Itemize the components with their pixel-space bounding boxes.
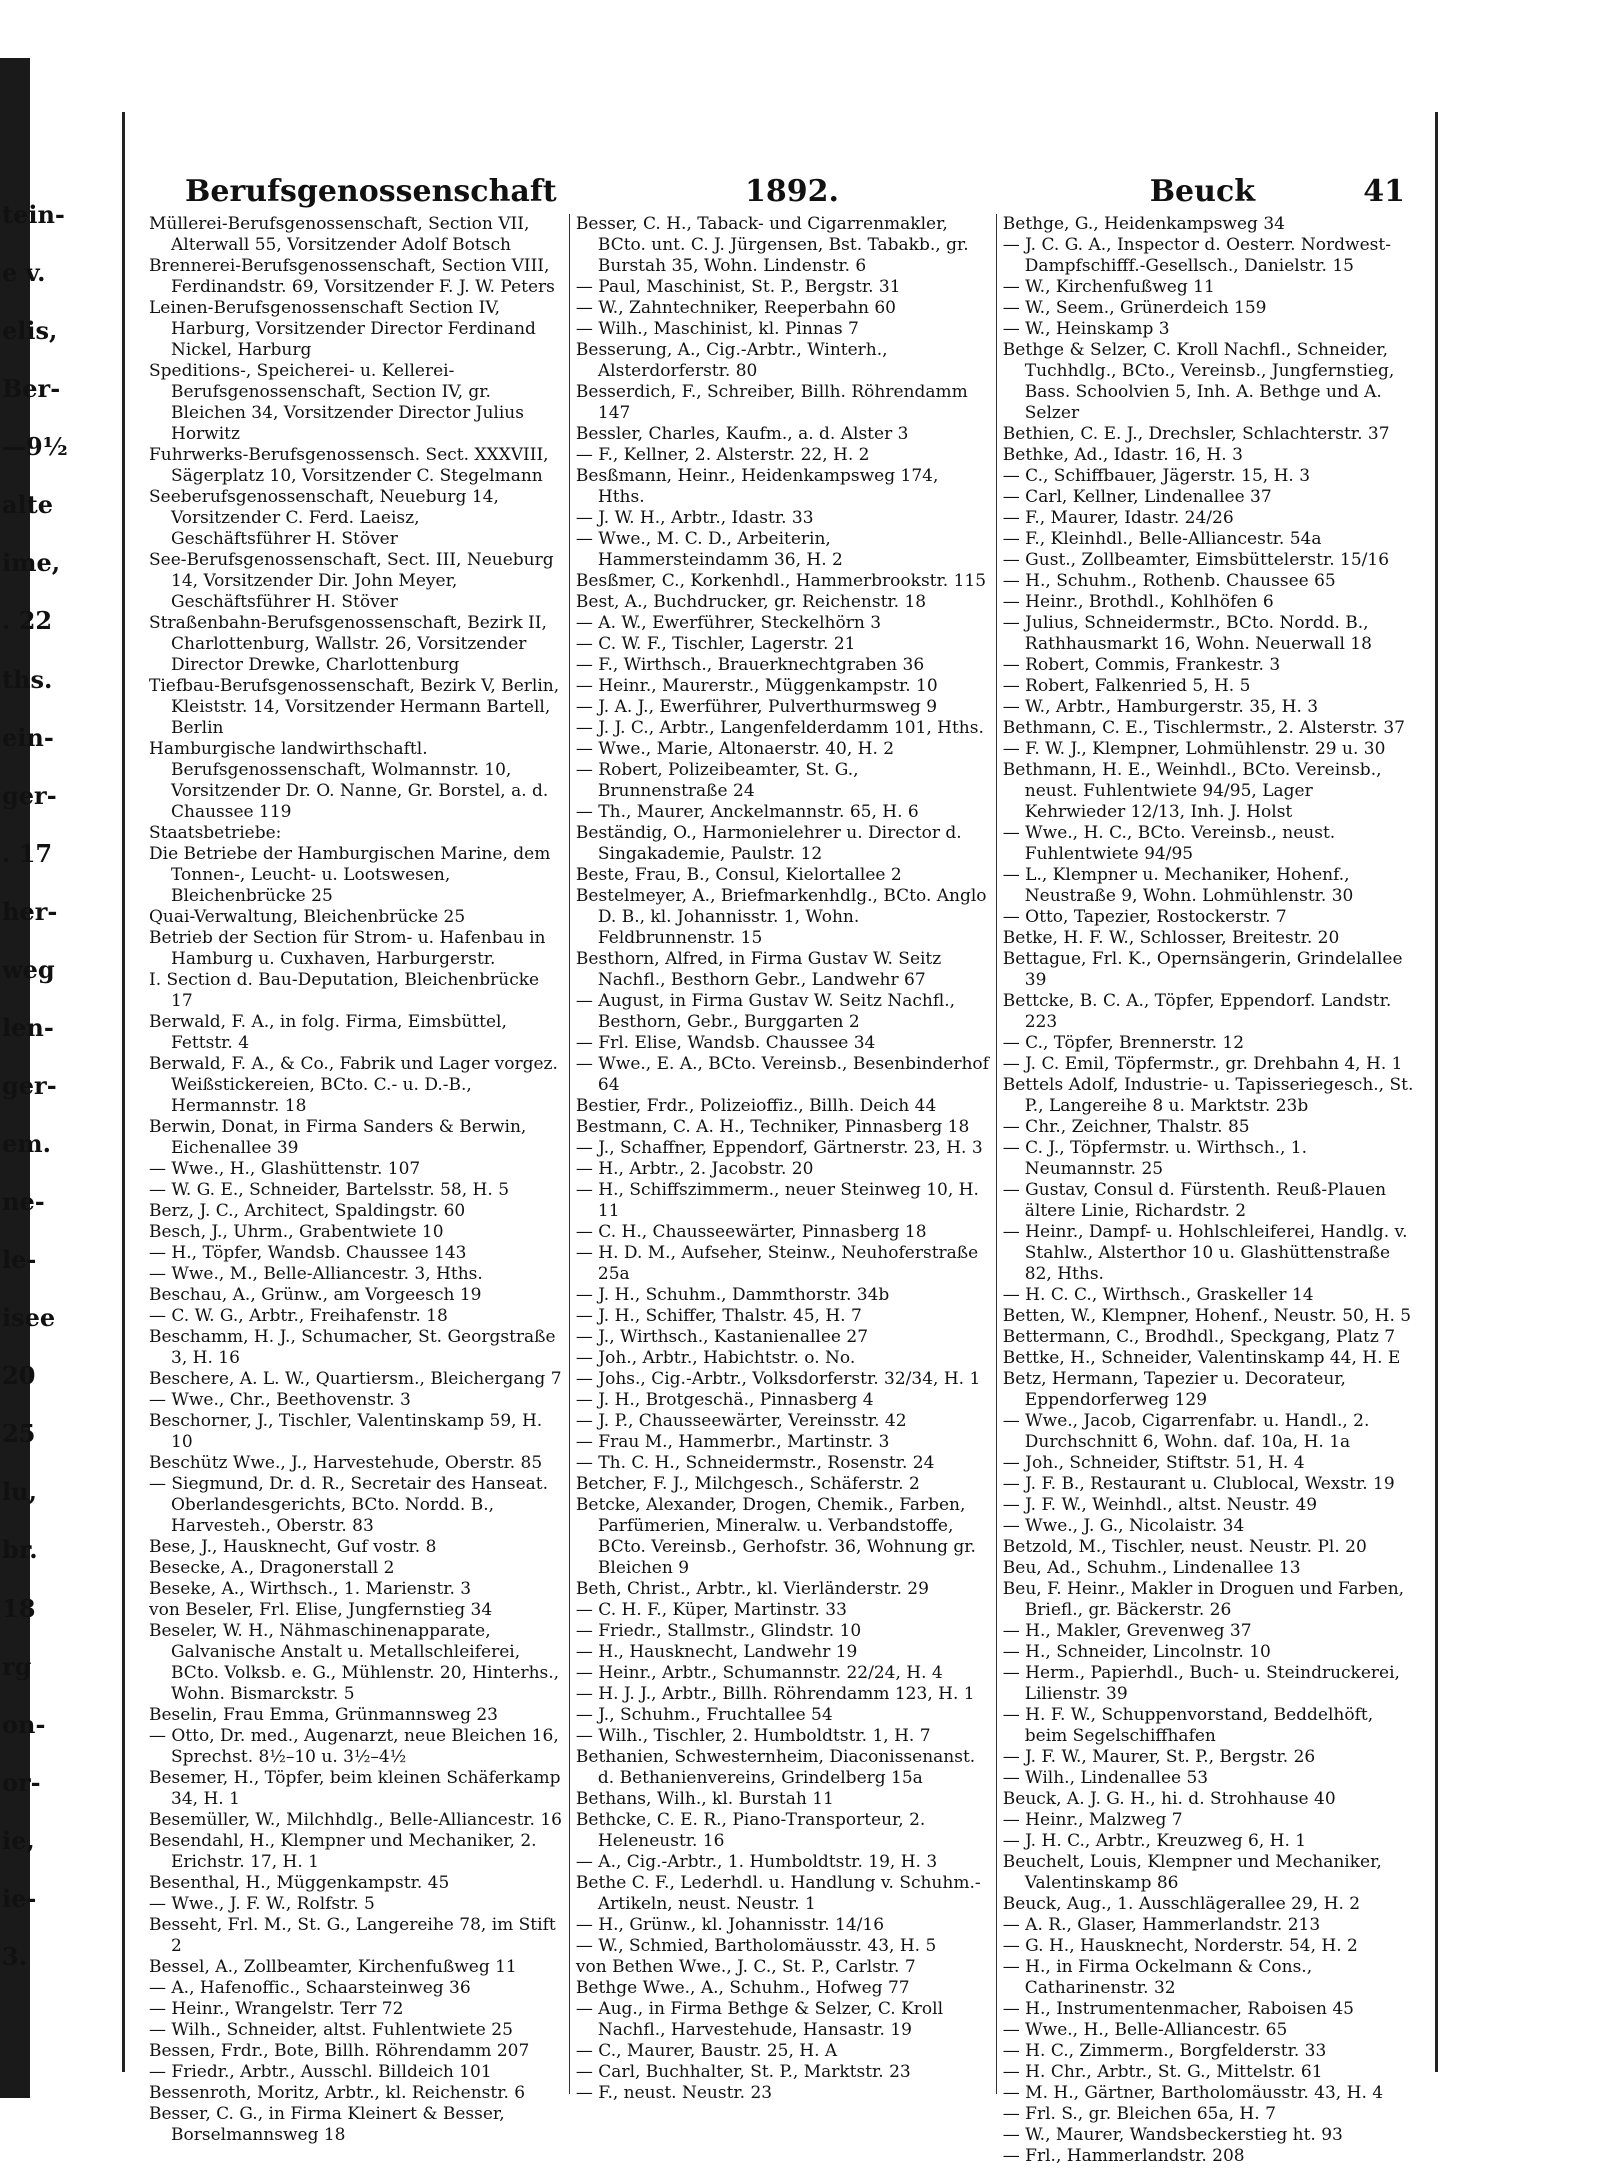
- directory-entry: Besendahl, H., Klempner und Mechaniker, 2. Erichstr. 17, H. 1: [149, 1831, 537, 1872]
- directory-entry: Bettague, Frl. K., Opernsängerin, Grindelallee 39: [1002, 949, 1403, 990]
- directory-entry: Betrieb der Section für Strom- u. Hafenbau in Hamburg u. Cuxhaven, Harburgerstr.: [149, 928, 546, 969]
- directory-entry: — C., Maurer, Baustr. 25, H. A: [575, 2041, 838, 2061]
- left-page-fragment-text: ne-: [2, 1187, 45, 1216]
- directory-entry: Besthorn, Alfred, in Firma Gustav W. Seitz Nachfl., Besthorn Gebr., Landwehr 67: [575, 949, 942, 990]
- directory-entry: — Heinr., Arbtr., Schumannstr. 22/24, H. 4: [575, 1663, 943, 1683]
- directory-entry: — M. H., Gärtner, Bartholomäusstr. 43, H. 4: [1002, 2083, 1384, 2103]
- directory-entry: — Wilh., Schneider, altst. Fuhlentwiete 25: [149, 2020, 513, 2040]
- left-page-fragment-text: on-: [2, 1710, 46, 1739]
- directory-entry: Bestier, Frdr., Polizeioffiz., Billh. Deich 44: [575, 1096, 937, 1116]
- directory-entry: von Bethen Wwe., J. C., St. P., Carlstr. 7: [575, 1957, 916, 1977]
- directory-entry: — Joh., Arbtr., Habichtstr. o. No.: [575, 1348, 856, 1368]
- directory-entry: — W. G. E., Schneider, Bartelsstr. 58, H. 5: [149, 1180, 510, 1200]
- left-page-fragment-text: len-: [2, 1013, 54, 1042]
- directory-entry: Besemer, H., Töpfer, beim kleinen Schäferkamp 34, H. 1: [149, 1768, 561, 1809]
- directory-entry: — Wwe., H. C., BCto. Vereinsb., neust. Fuhlentwiete 94/95: [1002, 823, 1336, 864]
- directory-entry: — W., Schmied, Bartholomäusstr. 43, H. 5: [575, 1936, 937, 1956]
- year: 1892.: [745, 174, 839, 209]
- columns: [143, 214, 1425, 2166]
- directory-entry: — H., in Firma Ockelmann & Cons., Catharinenstr. 32: [1002, 1957, 1313, 1998]
- directory-entry: Bestelmeyer, A., Briefmarkenhdlg., BCto. Anglo D. B., kl. Johannisstr. 1, Wohn. Feldbrunnenstr. 15: [575, 886, 987, 948]
- directory-entry: Beuck, A. J. G. H., hi. d. Strohhause 40: [1002, 1789, 1336, 1809]
- left-page-fragment-text: —9½: [2, 432, 68, 461]
- directory-entry: — A. W., Ewerführer, Steckelhörn 3: [575, 613, 882, 633]
- directory-entry: — H. Chr., Arbtr., St. G., Mittelstr. 61: [1002, 2062, 1323, 2082]
- directory-entry: Betten, W., Klempner, Hohenf., Neustr. 50, H. 5: [1002, 1306, 1412, 1326]
- directory-entry: Betcher, F. J., Milchgesch., Schäferstr. 2: [575, 1474, 920, 1494]
- page-number: 41: [1363, 174, 1405, 209]
- directory-entry: — Wwe., E. A., BCto. Vereinsb., Besenbinderhof 64: [575, 1054, 989, 1095]
- directory-entry: Beschütz Wwe., J., Harvestehude, Oberstr. 85: [149, 1453, 543, 1473]
- directory-entry: — J. P., Chausseewärter, Vereinsstr. 42: [575, 1411, 907, 1431]
- directory-entry: — A., Cig.-Arbtr., 1. Humboldtstr. 19, H. 3: [575, 1852, 938, 1872]
- directory-entry: — J. F. W., Maurer, St. P., Bergstr. 26: [1002, 1747, 1316, 1767]
- directory-entry: Straßenbahn-Berufsgenossenschaft, Bezirk II, Charlottenburg, Wallstr. 26, Vorsitzender Director Drewke, Charlottenburg: [149, 613, 547, 675]
- directory-entry: Tiefbau-Berufsgenossenschaft, Bezirk V, Berlin, Kleiststr. 14, Vorsitzender Hermann Bartell, Berlin: [149, 676, 560, 738]
- directory-entry: — W., Arbtr., Hamburgerstr. 35, H. 3: [1002, 697, 1319, 717]
- directory-entry: — F., Kellner, 2. Alsterstr. 22, H. 2: [575, 445, 870, 465]
- running-head-right: Beuck: [1149, 174, 1255, 209]
- directory-entry: Müllerei-Berufsgenossenschaft, Section VII, Alterwall 55, Vorsitzender Adolf Botsch: [149, 214, 530, 255]
- directory-entry: Beuchelt, Louis, Klempner und Mechaniker, Valentinskamp 86: [1002, 1852, 1382, 1893]
- directory-entry: — Frl., Hammerlandstr. 208: [1002, 2146, 1245, 2166]
- directory-entry: Bethmann, C. E., Tischlermstr., 2. Alsterstr. 37: [1002, 718, 1405, 738]
- directory-entry: Bessel, A., Zollbeamter, Kirchenfußweg 11: [149, 1957, 517, 1977]
- directory-entry: — Wilh., Lindenallee 53: [1002, 1768, 1209, 1788]
- page-header: [125, 174, 1435, 214]
- left-page-fragment-text: elis,: [2, 316, 58, 345]
- directory-entry: — Wilh., Maschinist, kl. Pinnas 7: [575, 319, 859, 339]
- directory-entry: Beseke, A., Wirthsch., 1. Marienstr. 3: [149, 1579, 472, 1599]
- directory-entry: — H., Instrumentenmacher, Raboisen 45: [1002, 1999, 1354, 2019]
- directory-entry: — Frl. Elise, Wandsb. Chaussee 34: [575, 1033, 876, 1053]
- directory-entry: — J. W. H., Arbtr., Idastr. 33: [575, 508, 814, 528]
- directory-entry: Besßmer, C., Korkenhdl., Hammerbrookstr. 115: [575, 571, 987, 591]
- directory-entry: — Robert, Falkenried 5, H. 5: [1002, 676, 1251, 696]
- left-page-fragment-text: her-: [2, 897, 58, 926]
- directory-entry: — Wilh., Tischler, 2. Humboldtstr. 1, H. 7: [575, 1726, 931, 1746]
- directory-entry: Berwald, F. A., in folg. Firma, Eimsbüttel, Fettstr. 4: [149, 1012, 507, 1053]
- directory-entry: — Otto, Dr. med., Augenarzt, neue Bleichen 16, Sprechst. 8½–10 u. 3½–4½: [149, 1726, 559, 1767]
- left-page-fragment-text: . 17: [2, 839, 53, 868]
- directory-entry: — Gustav, Consul d. Fürstenth. Reuß-Plauen ältere Linie, Richardstr. 2: [1002, 1180, 1387, 1221]
- directory-entry: Besserung, A., Cig.-Arbtr., Winterh., Alsterdorferstr. 80: [575, 340, 888, 381]
- directory-entry: — J. H., Schuhm., Dammthorstr. 34b: [575, 1285, 890, 1305]
- column-2: [570, 214, 997, 2103]
- left-page-fragment-text: 18: [2, 1594, 36, 1623]
- left-page-fragment-text: Ber-: [2, 374, 61, 403]
- directory-entry: — W., Heinskamp 3: [1002, 319, 1170, 339]
- directory-entry: — C. H. F., Küper, Martinstr. 33: [575, 1600, 847, 1620]
- directory-entry: Besseht, Frl. M., St. G., Langereihe 78, im Stift 2: [149, 1915, 556, 1956]
- directory-entry: Bethcke, C. E. R., Piano-Transporteur, 2. Heleneustr. 16: [575, 1810, 926, 1851]
- directory-entry: — Herm., Papierhdl., Buch- u. Steindruckerei, Lilienstr. 39: [1002, 1663, 1400, 1704]
- directory-entry: — J., Wirthsch., Kastanienallee 27: [575, 1327, 869, 1347]
- directory-entry: — Wwe., Chr., Beethovenstr. 3: [149, 1390, 411, 1410]
- directory-entry: Besch, J., Uhrm., Grabentwiete 10: [149, 1222, 444, 1242]
- directory-entry: — Julius, Schneidermstr., BCto. Nordd. B., Rathhausmarkt 16, Wohn. Neuerwall 18: [1002, 613, 1372, 654]
- directory-entry: Bettke, H., Schneider, Valentinskamp 44, H. E: [1002, 1348, 1401, 1368]
- directory-entry: — C., Töpfer, Brennerstr. 12: [1002, 1033, 1245, 1053]
- directory-entry: — F., Wirthsch., Brauerknechtgraben 36: [575, 655, 925, 675]
- left-page-fragment-text: ime,: [2, 548, 61, 577]
- left-page-fragment-text: 25: [2, 1419, 36, 1448]
- left-page-fragment-text: weg: [2, 955, 55, 984]
- directory-entry: — Wwe., M. C. D., Arbeiterin, Hammersteindamm 36, H. 2: [575, 529, 843, 570]
- left-page-fragment-text: lu,: [2, 1477, 37, 1506]
- directory-entry: Betzold, M., Tischler, neust. Neustr. Pl. 20: [1002, 1537, 1367, 1557]
- directory-entry: — W., Seem., Grünerdeich 159: [1002, 298, 1267, 318]
- directory-entry: Beständig, O., Harmonielehrer u. Director d. Singakademie, Paulstr. 12: [575, 823, 962, 864]
- directory-entry: Bessen, Frdr., Bote, Billh. Röhrendamm 207: [149, 2041, 530, 2061]
- directory-entry: Besecke, A., Dragonerstall 2: [149, 1558, 395, 1578]
- left-page-fragment-text: em.: [2, 1129, 52, 1158]
- directory-entry: Bettcke, B. C. A., Töpfer, Eppendorf. Landstr. 223: [1002, 991, 1392, 1032]
- directory-entry: Beschamm, H. J., Schumacher, St. Georgstraße 3, H. 16: [149, 1327, 556, 1368]
- directory-entry: Bethe C. F., Lederhdl. u. Handlung v. Schuhm.-Artikeln, neust. Neustr. 1: [575, 1873, 981, 1914]
- directory-entry: — Joh., Schneider, Stiftstr. 51, H. 4: [1002, 1453, 1305, 1473]
- directory-entry: Besserdich, F., Schreiber, Billh. Röhrendamm 147: [575, 382, 968, 423]
- directory-entry: — Wwe., H., Glashüttenstr. 107: [149, 1159, 421, 1179]
- directory-entry: — Frl. S., gr. Bleichen 65a, H. 7: [1002, 2104, 1276, 2124]
- directory-entry: — Aug., in Firma Bethge & Selzer, C. Kroll Nachfl., Harvestehude, Hansastr. 19: [575, 1999, 944, 2040]
- directory-entry: Bethans, Wilh., kl. Burstah 11: [575, 1789, 834, 1809]
- directory-entry: — A. R., Glaser, Hammerlandstr. 213: [1002, 1915, 1321, 1935]
- directory-entry: — H., Töpfer, Wandsb. Chaussee 143: [149, 1243, 467, 1263]
- directory-entry: Beschorner, J., Tischler, Valentinskamp 59, H. 10: [149, 1411, 543, 1452]
- directory-entry: — J. J. C., Arbtr., Langenfelderdamm 101, Hths.: [575, 718, 984, 738]
- directory-entry: — W., Kirchenfußweg 11: [1002, 277, 1215, 297]
- directory-entry: — J. H. C., Arbtr., Kreuzweg 6, H. 1: [1002, 1831, 1307, 1851]
- directory-entry: Besenthal, H., Müggenkampstr. 45: [149, 1873, 450, 1893]
- directory-entry: Leinen-Berufsgenossenschaft Section IV, Harburg, Vorsitzender Director Ferdinand Nickel, Harburg: [149, 298, 536, 360]
- directory-entry: — H., Schuhm., Rothenb. Chaussee 65: [1002, 571, 1336, 591]
- directory-entry: — Gust., Zollbeamter, Eimsbüttelerstr. 15/16: [1002, 550, 1390, 570]
- left-page-fragment-text: alte: [2, 490, 54, 519]
- left-page-fragment-text: ie,: [2, 1826, 35, 1855]
- directory-entry: — Robert, Polizeibeamter, St. G., Brunnenstraße 24: [575, 760, 859, 801]
- left-page-fragment-text: ger-: [2, 781, 57, 810]
- directory-entry: — H. C. C., Wirthsch., Graskeller 14: [1002, 1285, 1314, 1305]
- directory-entry: Bettermann, C., Brodhdl., Speckgang, Platz 7: [1002, 1327, 1396, 1347]
- directory-entry: Bethien, C. E. J., Drechsler, Schlachterstr. 37: [1002, 424, 1390, 444]
- directory-entry: — F., Maurer, Idastr. 24/26: [1002, 508, 1234, 528]
- directory-entry: Beschau, A., Grünw., am Vorgeesch 19: [149, 1285, 482, 1305]
- directory-entry: Fuhrwerks-Berufsgenossensch. Sect. XXXVIII, Sägerplatz 10, Vorsitzender C. Stegelmann: [149, 445, 549, 486]
- directory-entry: — L., Klempner u. Mechaniker, Hohenf., Neustraße 9, Wohn. Lohmühlenstr. 30: [1002, 865, 1354, 906]
- directory-entry: — Heinr., Wrangelstr. Terr 72: [149, 1999, 404, 2019]
- directory-entry: — F., Kleinhdl., Belle-Alliancestr. 54a: [1002, 529, 1322, 549]
- directory-entry: Beschere, A. L. W., Quartiersm., Bleichergang 7: [149, 1369, 562, 1389]
- directory-entry: Betke, H. F. W., Schlosser, Breitestr. 20: [1002, 928, 1340, 948]
- directory-entry: — H., Hausknecht, Landwehr 19: [575, 1642, 858, 1662]
- directory-entry: — Wwe., M., Belle-Alliancestr. 3, Hths.: [149, 1264, 483, 1284]
- directory-entry: — J., Schaffner, Eppendorf, Gärtnerstr. 23, H. 3: [575, 1138, 983, 1158]
- directory-entry: — H. F. W., Schuppenvorstand, Beddelhöft, beim Segelschiffhafen: [1002, 1705, 1374, 1746]
- directory-entry: Bethke, Ad., Idastr. 16, H. 3: [1002, 445, 1243, 465]
- directory-entry: Brennerei-Berufsgenossenschaft, Section VIII, Ferdinandstr. 69, Vorsitzender F. J. W. Peters: [149, 256, 555, 297]
- left-page-fragment-text: ie-: [2, 1884, 37, 1913]
- directory-entry: — H., Schiffszimmerm., neuer Steinweg 10, H. 11: [575, 1180, 979, 1221]
- directory-entry: Besser, C. H., Taback- und Cigarrenmakler, BCto. unt. C. J. Jürgensen, Bst. Tabakb., gr. Burstah 35, Wohn. Lindenstr. 6: [575, 214, 969, 276]
- directory-entry: Beseler, W. H., Nähmaschinenapparate, Galvanische Anstalt u. Metallschleiferei, BCto. Volksb. e. G., Mühlenstr. 20, Hinterhs., Wohn. Bismarckstr. 5: [149, 1621, 560, 1704]
- directory-entry: — Wwe., H., Belle-Alliancestr. 65: [1002, 2020, 1288, 2040]
- left-page-fragment-text: rg: [2, 1652, 32, 1681]
- directory-entry: Bessenroth, Moritz, Arbtr., kl. Reichenstr. 6: [149, 2083, 526, 2103]
- directory-entry: Berz, J. C., Architect, Spaldingstr. 60: [149, 1201, 466, 1221]
- directory-entry: — W., Zahntechniker, Reeperbahn 60: [575, 298, 896, 318]
- directory-entry: Betcke, Alexander, Drogen, Chemik., Farben, Parfümerien, Mineralw. u. Verbandstoffe, BCto. Vereinsb., Gerhofstr. 36, Wohnung gr. Bleichen 9: [575, 1495, 976, 1578]
- directory-entry: — J., Schuhm., Fruchtallee 54: [575, 1705, 833, 1725]
- directory-entry: — Frau M., Hammerbr., Martinstr. 3: [575, 1432, 890, 1452]
- directory-entry: Bestmann, C. A. H., Techniker, Pinnasberg 18: [575, 1117, 970, 1137]
- directory-entry: — C. W. F., Tischler, Lagerstr. 21: [575, 634, 856, 654]
- left-page-fragment-text: or-: [2, 1768, 41, 1797]
- directory-entry: Berwin, Donat, in Firma Sanders & Berwin, Eichenallee 39: [149, 1117, 527, 1158]
- directory-entry: — J. C. G. A., Inspector d. Oesterr. Nordwest-Dampfschifff.-Gesellsch., Danielstr. 15: [1002, 235, 1391, 276]
- directory-entry: — A., Hafenoffic., Schaarsteinweg 36: [149, 1978, 471, 1998]
- directory-entry: — J. F. B., Restaurant u. Clublocal, Wexstr. 19: [1002, 1474, 1395, 1494]
- directory-entry: Bese, J., Hausknecht, Guf vostr. 8: [149, 1537, 437, 1557]
- directory-entry: Beuck, Aug., 1. Ausschlägerallee 29, H. 2: [1002, 1894, 1361, 1914]
- directory-entry: Bethge & Selzer, C. Kroll Nachfl., Schneider, Tuchhdlg., BCto., Vereinsb., Jungfernstieg, Bass. Schoolvien 5, Inh. A. Bethge und A. Selzer: [1002, 340, 1395, 423]
- directory-entry: Quai-Verwaltung, Bleichenbrücke 25: [149, 907, 466, 927]
- directory-entry: — J. C. Emil, Töpfermstr., gr. Drehbahn 4, H. 1: [1002, 1054, 1403, 1074]
- directory-entry: Bethge, G., Heidenkampsweg 34: [1002, 214, 1285, 234]
- directory-entry: — H., Schneider, Lincolnstr. 10: [1002, 1642, 1271, 1662]
- directory-entry: — Wwe., Marie, Altonaerstr. 40, H. 2: [575, 739, 895, 759]
- directory-entry: — H. J. J., Arbtr., Billh. Röhrendamm 123, H. 1: [575, 1684, 975, 1704]
- directory-entry: — Carl, Buchhalter, St. P., Marktstr. 23: [575, 2062, 911, 2082]
- left-page-fragment-text: isee: [2, 1303, 56, 1332]
- directory-entry: Staatsbetriebe:: [149, 823, 282, 843]
- directory-entry: — Heinr., Brothdl., Kohlhöfen 6: [1002, 592, 1274, 612]
- directory-entry: — J. H., Brotgeschä., Pinnasberg 4: [575, 1390, 874, 1410]
- directory-entry: — Chr., Zeichner, Thalstr. 85: [1002, 1117, 1250, 1137]
- directory-entry: Best, A., Buchdrucker, gr. Reichenstr. 18: [575, 592, 927, 612]
- directory-entry: Besser, C. G., in Firma Kleinert & Besser, Borselmannsweg 18: [149, 2104, 505, 2145]
- directory-entry: Speditions-, Speicherei- u. Kellerei-Berufsgenossenschaft, Section IV, gr. Bleichen 34, Vorsitzender Director Julius Horwitz: [149, 361, 524, 444]
- directory-entry: Bessler, Charles, Kaufm., a. d. Alster 3: [575, 424, 909, 444]
- directory-entry: — Carl, Kellner, Lindenallee 37: [1002, 487, 1272, 507]
- directory-entry: — J. H., Schiffer, Thalstr. 45, H. 7: [575, 1306, 862, 1326]
- directory-entry: Bethanien, Schwesternheim, Diaconissenanst. d. Bethanienvereins, Grindelberg 15a: [575, 1747, 976, 1788]
- directory-entry: — H., Grünw., kl. Johannisstr. 14/16: [575, 1915, 885, 1935]
- directory-entry: — Wwe., J. G., Nicolaistr. 34: [1002, 1516, 1245, 1536]
- left-page-fragment-text: br.: [2, 1535, 38, 1564]
- directory-entry: Die Betriebe der Hamburgischen Marine, dem Tonnen-, Leucht- u. Lootswesen, Bleichenbrücke 25: [149, 844, 551, 906]
- left-page-fragment-text: e v.: [2, 258, 46, 287]
- directory-entry: — Friedr., Arbtr., Ausschl. Billdeich 101: [149, 2062, 492, 2082]
- directory-entry: Beu, Ad., Schuhm., Lindenallee 13: [1002, 1558, 1301, 1578]
- left-page-fragment-text: ein-: [2, 723, 54, 752]
- directory-entry: See-Berufsgenossenschaft, Sect. III, Neueburg 14, Vorsitzender Dir. John Meyer, Geschäftsführer H. Stöver: [149, 550, 554, 612]
- directory-entry: Berwald, F. A., & Co., Fabrik und Lager vorgez. Weißstickereien, BCto. C.- u. D.-B., Hermannstr. 18: [149, 1054, 558, 1116]
- directory-entry: — C. W. G., Arbtr., Freihafenstr. 18: [149, 1306, 448, 1326]
- directory-entry: — G. H., Hausknecht, Norderstr. 54, H. 2: [1002, 1936, 1358, 1956]
- directory-entry: — Siegmund, Dr. d. R., Secretair des Hanseat. Oberlandesgerichts, BCto. Nordd. B., Harvesteh., Oberstr. 83: [149, 1474, 549, 1536]
- directory-entry: — Otto, Tapezier, Rostockerstr. 7: [1002, 907, 1287, 927]
- column-1: [143, 214, 570, 2145]
- directory-entry: — J. F. W., Weinhdl., altst. Neustr. 49: [1002, 1495, 1318, 1515]
- directory-entry: — H. C., Zimmerm., Borgfelderstr. 33: [1002, 2041, 1327, 2061]
- directory-entry: — F., neust. Neustr. 23: [575, 2083, 773, 2103]
- directory-entry: Betz, Hermann, Tapezier u. Decorateur, Eppendorferweg 129: [1002, 1369, 1346, 1410]
- left-page-fragment-text: 3.: [2, 1942, 28, 1971]
- directory-entry: — Th., Maurer, Anckelmannstr. 65, H. 6: [575, 802, 919, 822]
- left-page-fragment-text: ths.: [2, 665, 53, 694]
- directory-entry: Besßmann, Heinr., Heidenkampsweg 174, Hths.: [575, 466, 939, 507]
- directory-entry: — Robert, Commis, Frankestr. 3: [1002, 655, 1281, 675]
- left-page-fragment-text: 20: [2, 1361, 36, 1390]
- directory-entry: I. Section d. Bau-Deputation, Bleichenbrücke 17: [149, 970, 540, 1011]
- directory-entry: — F. W. J., Klempner, Lohmühlenstr. 29 u. 30: [1002, 739, 1386, 759]
- column-3: [997, 214, 1424, 2166]
- left-page-fragment-text: . 22: [2, 606, 53, 635]
- directory-entry: — C. H., Chausseewärter, Pinnasberg 18: [575, 1222, 927, 1242]
- directory-entry: — H., Arbtr., 2. Jacobstr. 20: [575, 1159, 814, 1179]
- directory-entry: — Th. C. H., Schneidermstr., Rosenstr. 24: [575, 1453, 935, 1473]
- directory-entry: Bettels Adolf, Industrie- u. Tapisseriegesch., St. P., Langereihe 8 u. Marktstr. 23b: [1002, 1075, 1414, 1116]
- directory-entry: — August, in Firma Gustav W. Seitz Nachfl., Besthorn, Gebr., Burggarten 2: [575, 991, 956, 1032]
- directory-entry: — Wwe., Jacob, Cigarrenfabr. u. Handl., 2. Durchschnitt 6, Wohn. daf. 10a, H. 1a: [1002, 1411, 1370, 1452]
- left-page-fragment-text: ger-: [2, 1071, 57, 1100]
- directory-entry: — W., Maurer, Wandsbeckerstieg ht. 93: [1002, 2125, 1343, 2145]
- directory-entry: — H., Makler, Grevenweg 37: [1002, 1621, 1252, 1641]
- directory-entry: — J. A. J., Ewerführer, Pulverthurmsweg 9: [575, 697, 938, 717]
- directory-entry: — Heinr., Maurerstr., Müggenkampstr. 10: [575, 676, 938, 696]
- directory-entry: Besemüller, W., Milchhdlg., Belle-Alliancestr. 16: [149, 1810, 562, 1830]
- left-page-fragment-text: le-: [2, 1245, 37, 1274]
- directory-entry: — Wwe., J. F. W., Rolfstr. 5: [149, 1894, 375, 1914]
- left-page-fragment: [0, 200, 100, 2000]
- directory-entry: — Friedr., Stallmstr., Glindstr. 10: [575, 1621, 862, 1641]
- directory-entry: Beselin, Frau Emma, Grünmannsweg 23: [149, 1705, 498, 1725]
- directory-entry: — Paul, Maschinist, St. P., Bergstr. 31: [575, 277, 901, 297]
- directory-entry: Bethmann, H. E., Weinhdl., BCto. Vereinsb., neust. Fuhlentwiete 94/95, Lager Kehrwieder 12/13, Inh. J. Holst: [1002, 760, 1382, 822]
- directory-entry: — C. J., Töpfermstr. u. Wirthsch., 1. Neumannstr. 25: [1002, 1138, 1308, 1179]
- running-head-left: Berufsgenossenschaft: [185, 174, 557, 209]
- directory-entry: — Heinr., Dampf- u. Hohlschleiferei, Handlg. v. Stahlw., Alsterthor 10 u. Glashüttenstraße 82, Hths.: [1002, 1222, 1408, 1284]
- directory-entry: Bethge Wwe., A., Schuhm., Hofweg 77: [575, 1978, 910, 1998]
- left-page-fragment-text: tein-: [2, 200, 65, 229]
- directory-entry: Hamburgische landwirthschaftl. Berufsgenossenschaft, Wolmannstr. 10, Vorsitzender Dr. O. Nanne, Gr. Borstel, a. d. Chaussee 119: [149, 739, 549, 822]
- directory-entry: — C., Schiffbauer, Jägerstr. 15, H. 3: [1002, 466, 1311, 486]
- directory-entry: — H. D. M., Aufseher, Steinw., Neuhoferstraße 25a: [575, 1243, 979, 1284]
- directory-entry: Beste, Frau, B., Consul, Kielortallee 2: [575, 865, 902, 885]
- directory-entry: — Johs., Cig.-Arbtr., Volksdorferstr. 32/34, H. 1: [575, 1369, 981, 1389]
- directory-entry: von Beseler, Frl. Elise, Jungfernstieg 34: [149, 1600, 493, 1620]
- directory-entry: — Heinr., Malzweg 7: [1002, 1810, 1183, 1830]
- directory-entry: Beth, Christ., Arbtr., kl. Vierländerstr. 29: [575, 1579, 929, 1599]
- directory-page: [122, 112, 1438, 2166]
- directory-entry: Seeberufsgenossenschaft, Neueburg 14, Vorsitzender C. Ferd. Laeisz, Geschäftsführer H. Stöver: [149, 487, 499, 549]
- directory-entry: Beu, F. Heinr., Makler in Droguen und Farben, Briefl., gr. Bäckerstr. 26: [1002, 1579, 1405, 1620]
